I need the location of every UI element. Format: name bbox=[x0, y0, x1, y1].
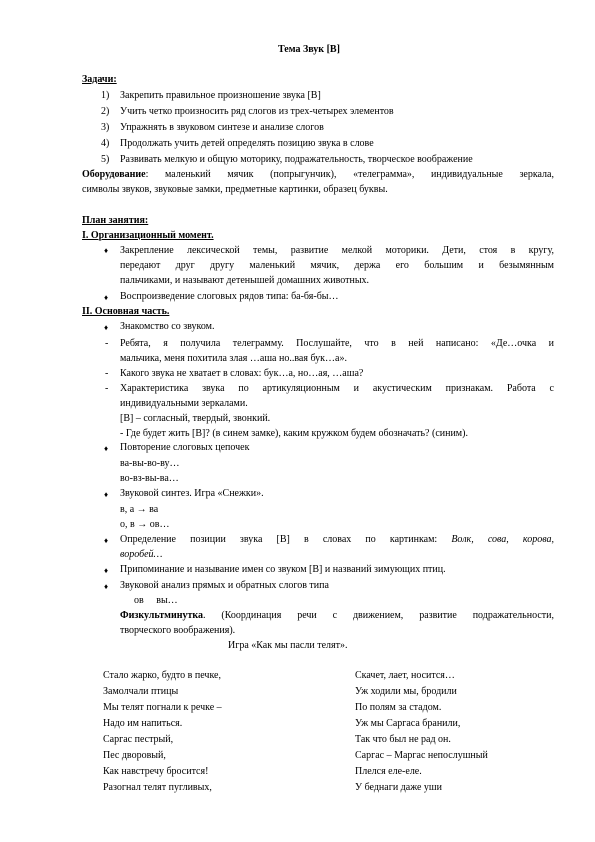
poem-line: У беднаги даже уши bbox=[355, 782, 442, 793]
poem-line: Саргас – Маргас непослушный bbox=[355, 750, 488, 761]
section-1-text: пальчиками, и называют детенышей домашних животных. bbox=[120, 275, 370, 286]
section-2-text: индивидуальными зеркалами. bbox=[120, 398, 248, 409]
physical-line-1 bbox=[120, 610, 554, 622]
poem-line: Скачет, лает, носится… bbox=[355, 670, 455, 681]
section-2-heading: II. Основная часть. bbox=[82, 306, 170, 317]
section-1-text: передают друг другу маленький мячик, держа его большим и безымянным bbox=[120, 260, 554, 271]
section-1-heading: I. Организационный момент. bbox=[82, 230, 214, 241]
poem-line: Так что был не рад он. bbox=[355, 734, 451, 745]
tasks-heading: Задачи: bbox=[82, 74, 117, 85]
dash-marker: - bbox=[105, 368, 109, 379]
task-text: Учить четко произносить ряд слогов из трех-четырех элементов bbox=[120, 106, 394, 117]
task-text: Закрепить правильное произношение звука [В] bbox=[120, 90, 321, 101]
physical-label: Физкультминутка bbox=[120, 610, 204, 621]
dash-marker: - bbox=[105, 338, 109, 349]
equipment-text: : маленький мячик (попрыгунчик), «телеграмма», индивидуальные зеркала, bbox=[145, 169, 554, 180]
section-2-text: Знакомство со звуком. bbox=[120, 321, 215, 332]
section-2-text: Характеристика звука по артикуляционным и акустическим признакам. Работа с bbox=[120, 383, 554, 394]
bullet-icon: ♦ bbox=[104, 582, 109, 591]
section-2-text: Повторение слоговых цепочек bbox=[120, 442, 250, 453]
plan-heading: План занятия: bbox=[82, 215, 149, 226]
task-number: 2) bbox=[101, 106, 110, 117]
section-2-text: Припоминание и называние имен со звуком [В] и названий зимующих птиц. bbox=[120, 564, 446, 575]
bullet-icon: ♦ bbox=[104, 246, 109, 255]
section-2-text: Какого звука не хватает в словах: бук…а, но…ая, …аша? bbox=[120, 368, 364, 379]
section-1-text: Закрепление лексической темы, развитие мелкой моторики. Дети, стоя в кругу, bbox=[120, 245, 554, 256]
dash-marker: - bbox=[105, 383, 109, 394]
section-2-text: Звуковой синтез. Игра «Снежки». bbox=[120, 488, 264, 499]
poem-line: Уж мы Саргаса бранили, bbox=[355, 718, 461, 729]
task-text: Развивать мелкую и общую моторику, подражательность, творческое воображение bbox=[120, 154, 473, 165]
bullet-icon: ♦ bbox=[104, 536, 109, 545]
task-text: Упражнять в звуковом синтезе и анализе слогов bbox=[120, 122, 324, 133]
position-text: Определение позиции звука [В] в словах по картинкам: bbox=[120, 534, 452, 545]
equipment-label: Оборудование bbox=[82, 169, 146, 180]
synthesis-row bbox=[120, 519, 169, 531]
poem-left-column bbox=[103, 668, 222, 796]
poem-line: Замолчали птицы bbox=[103, 686, 179, 697]
game-title: Игра «Как мы пасли телят». bbox=[228, 640, 348, 651]
task-number: 3) bbox=[101, 122, 110, 133]
poem-line: Стало жарко, будто в печке, bbox=[103, 670, 221, 681]
poem-line: Саргас пестрый, bbox=[103, 734, 174, 745]
poem-line: Плелся еле-еле. bbox=[355, 766, 422, 777]
bullet-icon: ♦ bbox=[104, 490, 109, 499]
poem-line: Разогнал телят пугливых, bbox=[103, 782, 212, 793]
poem-line: Как навстречу бросится! bbox=[103, 766, 209, 777]
section-2-text: Звуковой анализ прямых и обратных слогов типа bbox=[120, 580, 329, 591]
section-2-text: Ребята, я получила телеграмму. Послушайте, что в ней написано: «Де…очка и bbox=[120, 338, 554, 349]
task-number: 1) bbox=[101, 90, 110, 101]
poem-line: Пес дворовый, bbox=[103, 750, 166, 761]
bullet-icon: ♦ bbox=[104, 444, 109, 453]
poem-line: Надо им напиться. bbox=[103, 718, 183, 729]
synthesis-input: в, а bbox=[120, 504, 135, 515]
arrow-icon: → bbox=[137, 519, 148, 530]
arrow-icon: → bbox=[136, 504, 147, 515]
physical-text: . (Координация речи с движением, развитие подражательности, bbox=[203, 610, 554, 621]
page-title: Тема Звук [В] bbox=[278, 44, 340, 55]
bullet-icon: ♦ bbox=[104, 323, 109, 332]
bullet-icon: ♦ bbox=[104, 566, 109, 575]
section-2-text: мальчика, меня похитила злая …аша но..вая бук…а». bbox=[120, 353, 347, 364]
synthesis-result: ва bbox=[149, 504, 159, 515]
section-2-text: [В] – согласный, твердый, звонкий. bbox=[120, 413, 271, 424]
section-2-text bbox=[120, 534, 554, 546]
poem-line: По полям за стадом. bbox=[355, 702, 442, 713]
task-number: 5) bbox=[101, 154, 110, 165]
equipment-line-1 bbox=[82, 169, 554, 181]
poem-line: Мы телят погнали к речке – bbox=[103, 702, 222, 713]
physical-line-2: творческого воображения). bbox=[120, 625, 236, 636]
synthesis-result: ов… bbox=[149, 519, 170, 530]
syllable-chain: во-вз-вы-ва… bbox=[120, 473, 179, 484]
position-words: Волк, сова, корова, bbox=[451, 534, 554, 545]
synthesis-row bbox=[120, 504, 158, 516]
task-text: Продолжать учить детей определять позицию звука в слове bbox=[120, 138, 374, 149]
syllable-examples: ов вы… bbox=[134, 595, 178, 606]
equipment-line-2: символы звуков, звуковые замки, предметные картинки, образец буквы. bbox=[82, 184, 388, 195]
synthesis-input: о, в bbox=[120, 519, 135, 530]
task-number: 4) bbox=[101, 138, 110, 149]
section-2-text: - Где будет жить [В]? (в синем замке), каким кружком будем обозначать? (синим). bbox=[120, 428, 468, 439]
poem-right-column bbox=[355, 668, 488, 796]
poem-line: Уж ходили мы, бродили bbox=[355, 686, 457, 697]
section-1-text: Воспроизведение слоговых рядов типа: ба-бя-бы… bbox=[120, 291, 339, 302]
bullet-icon: ♦ bbox=[104, 293, 109, 302]
position-words: воробей… bbox=[120, 549, 163, 560]
syllable-chain: ва-вы-во-ву… bbox=[120, 458, 180, 469]
